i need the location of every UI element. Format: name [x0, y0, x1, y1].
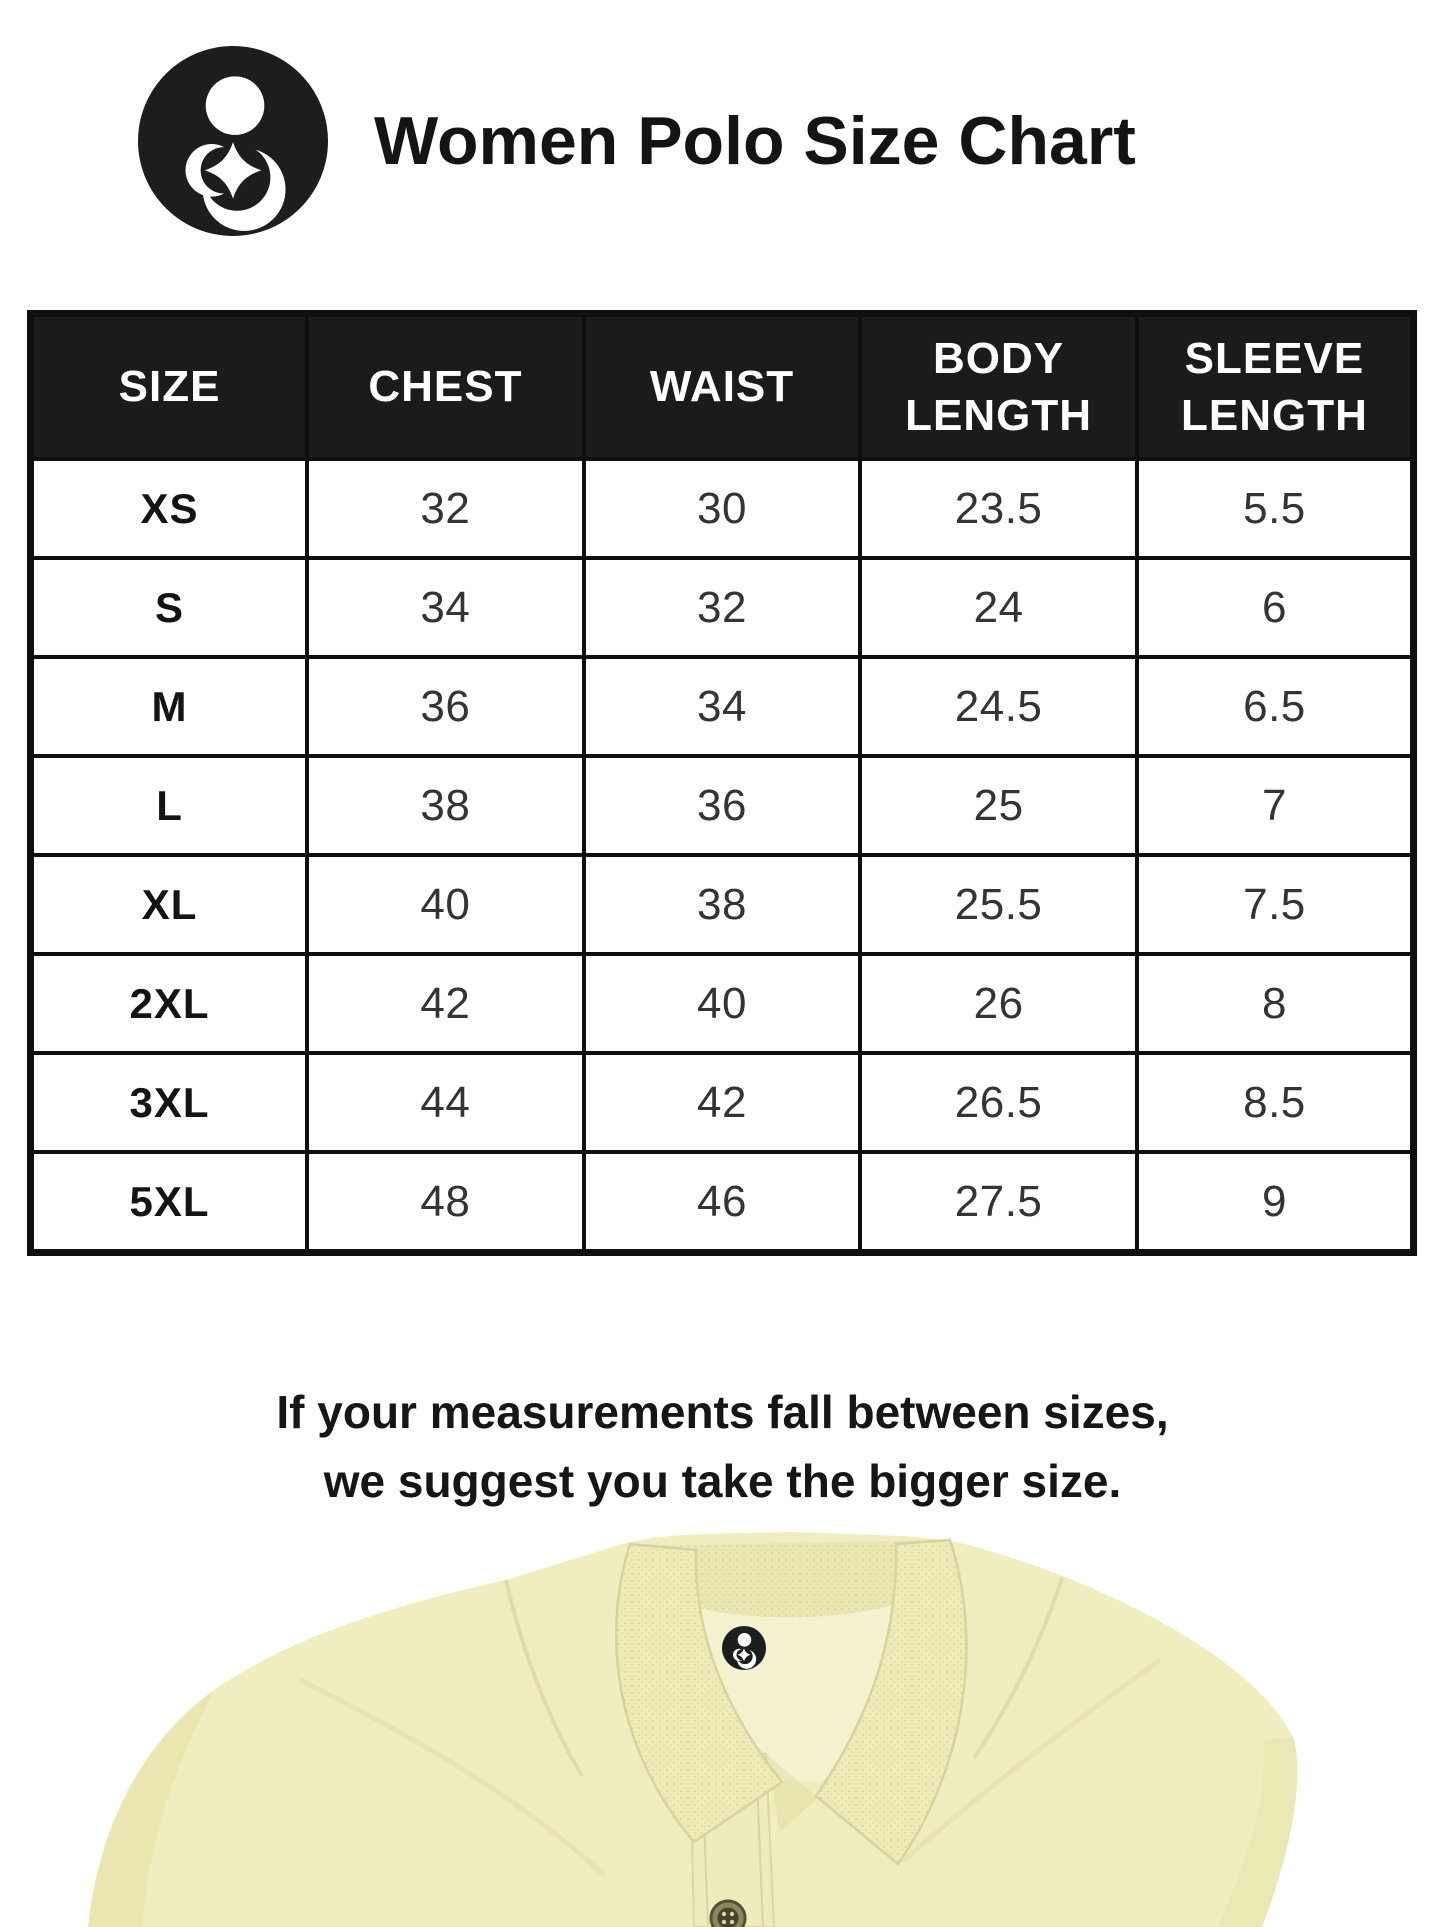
table-row [31, 459, 1414, 558]
cell-chest: 40 [307, 855, 584, 954]
cell-body-length: 26 [860, 954, 1137, 1053]
table-row [31, 1152, 1414, 1253]
polo-shirt-image [0, 1530, 1445, 1927]
cell-sleeve-length: 7.5 [1137, 855, 1414, 954]
cell-chest: 48 [307, 1152, 584, 1253]
cell-sleeve-length: 7 [1137, 756, 1414, 855]
column-header-body-length: BODY LENGTH [860, 314, 1137, 460]
cell-chest: 42 [307, 954, 584, 1053]
cell-size: L [31, 756, 308, 855]
cell-size: S [31, 558, 308, 657]
table-row [31, 1053, 1414, 1152]
page-title: Women Polo Size Chart [374, 103, 1136, 179]
cell-chest: 36 [307, 657, 584, 756]
table-body [31, 459, 1414, 1253]
cell-chest: 34 [307, 558, 584, 657]
cell-sleeve-length: 5.5 [1137, 459, 1414, 558]
cell-waist: 38 [584, 855, 861, 954]
cell-size: XS [31, 459, 308, 558]
cell-body-length: 25.5 [860, 855, 1137, 954]
cell-chest: 44 [307, 1053, 584, 1152]
cell-waist: 40 [584, 954, 861, 1053]
header-row [31, 314, 1414, 460]
cell-sleeve-length: 6 [1137, 558, 1414, 657]
cell-body-length: 25 [860, 756, 1137, 855]
sizing-note [0, 1378, 1445, 1516]
cell-body-length: 23.5 [860, 459, 1137, 558]
cell-waist: 36 [584, 756, 861, 855]
cell-sleeve-length: 8 [1137, 954, 1414, 1053]
cell-waist: 46 [584, 1152, 861, 1253]
cell-waist: 32 [584, 558, 861, 657]
page-header [138, 46, 1136, 236]
cell-waist: 42 [584, 1053, 861, 1152]
polo-neck-logo-icon [722, 1626, 766, 1670]
note-line-1: If your measurements fall between sizes, [276, 1386, 1169, 1438]
table-row [31, 558, 1414, 657]
cell-waist: 30 [584, 459, 861, 558]
polo-button [711, 1901, 745, 1927]
cell-size: 3XL [31, 1053, 308, 1152]
column-header-waist: WAIST [584, 314, 861, 460]
cell-body-length: 27.5 [860, 1152, 1137, 1253]
table-row [31, 657, 1414, 756]
table-header [31, 314, 1414, 460]
cell-chest: 38 [307, 756, 584, 855]
table-row [31, 756, 1414, 855]
cell-sleeve-length: 6.5 [1137, 657, 1414, 756]
cell-waist: 34 [584, 657, 861, 756]
cell-body-length: 26.5 [860, 1053, 1137, 1152]
cell-body-length: 24.5 [860, 657, 1137, 756]
cell-body-length: 24 [860, 558, 1137, 657]
brand-logo-icon [138, 46, 328, 236]
table-row [31, 954, 1414, 1053]
column-header-sleeve-length: SLEEVE LENGTH [1137, 314, 1414, 460]
cell-size: XL [31, 855, 308, 954]
cell-size: 5XL [31, 1152, 308, 1253]
column-header-chest: CHEST [307, 314, 584, 460]
note-line-2: we suggest you take the bigger size. [323, 1455, 1122, 1507]
column-header-size: SIZE [31, 314, 308, 460]
cell-sleeve-length: 9 [1137, 1152, 1414, 1253]
cell-sleeve-length: 8.5 [1137, 1053, 1414, 1152]
cell-chest: 32 [307, 459, 584, 558]
cell-size: M [31, 657, 308, 756]
cell-size: 2XL [31, 954, 308, 1053]
size-chart-table [27, 310, 1417, 1256]
table-row [31, 855, 1414, 954]
